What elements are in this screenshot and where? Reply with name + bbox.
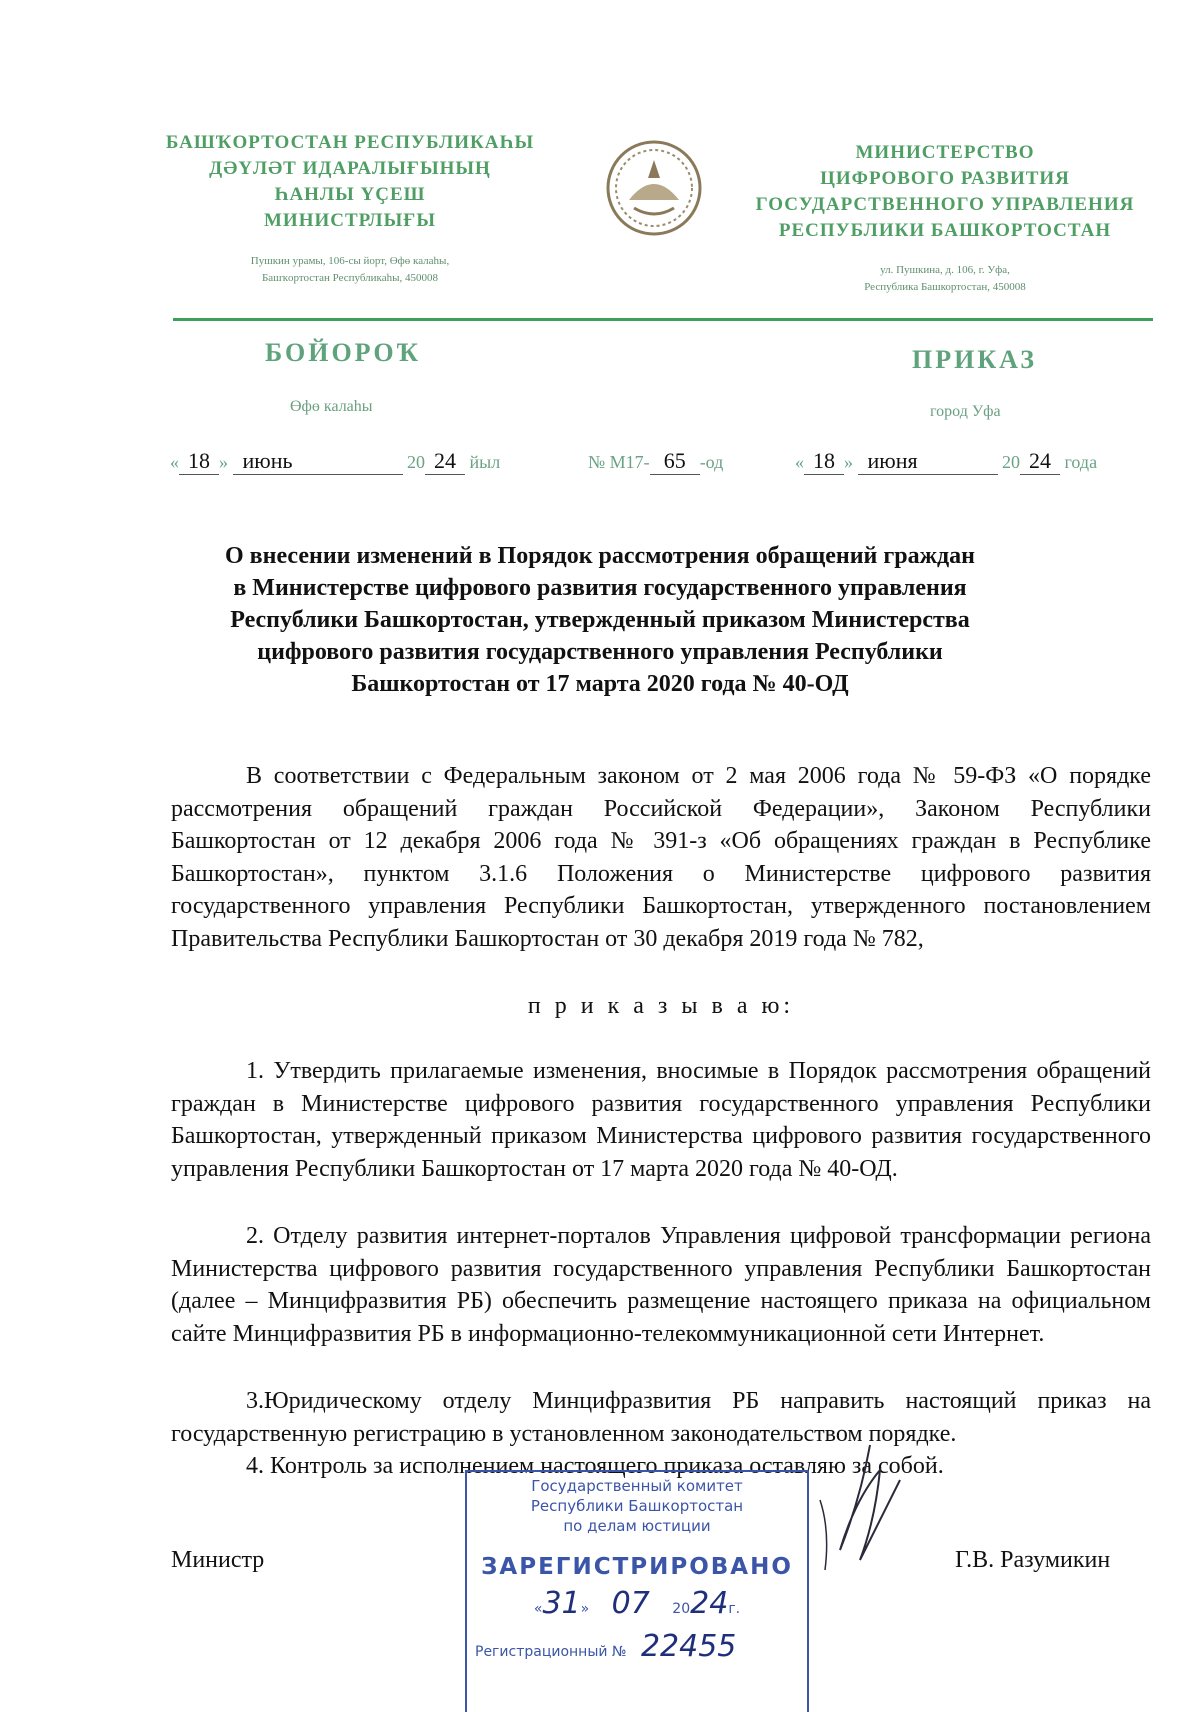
order-item-2: 2. Отделу развития интернет-порталов Управления цифровой трансформации региона Министерства цифрового развития государственного управления Республики Башкортостан (далее – Минцифразвития РБ) обеспечить размещение настоящего приказа на официальном сайте Минцифразвития РБ в информационно-телекоммуникационной сети Интернет. [171,1223,1151,1347]
date-open-quote: « [170,452,179,472]
date-month: июнь [233,448,403,475]
date-month: июня [858,448,998,475]
title-line: Республики Башкортостан, утвержденный приказом Министерства [230,607,970,633]
header-left-line: ДӘҮЛӘТ ИДАРАЛЫҒЫНЫҢ [209,158,491,179]
stamp-month: 07 [611,1586,650,1621]
date-year-prefix: 20 [1002,452,1020,472]
title-line: О внесении изменений в Порядок рассмотрения обращений граждан [225,543,975,569]
header-right-line: ГОСУДАРСТВЕННОГО УПРАВЛЕНИЯ [755,194,1135,215]
stamp-date-close: » [580,1601,590,1617]
header-right-title [740,140,1150,244]
order-item-4: 4. Контроль за исполнением настоящего приказа оставляю за собой. [246,1453,944,1479]
signature-position: Министр [171,1547,265,1573]
stamp-year: 24 [690,1586,729,1621]
doc-number-value: 65 [650,448,700,475]
date-year-prefix: 20 [407,452,425,472]
header-right-line: МИНИСТЕРСТВО [855,142,1035,163]
stamp-registered: ЗАРЕГИСТРИРОВАНО [481,1554,793,1580]
stamp-reg [467,1629,807,1664]
date-year-suffix: года [1064,452,1098,472]
stamp-reg-number: 22455 [640,1629,737,1664]
date-year-suffix: йыл [469,452,501,472]
date-year: 24 [425,448,465,475]
stamp-year-suffix: г. [728,1601,741,1617]
header-left-line: БАШҠОРТОСТАН РЕСПУБЛИКАҺЫ [165,132,535,153]
stamp-line: Республики Башкортостан [530,1497,744,1515]
title-line: в Министерстве цифрового развития государственного управления [233,575,967,601]
header-right-address [780,262,1110,296]
date-year: 24 [1020,448,1060,475]
title-line: цифрового развития государственного управления Республики [257,639,943,665]
date-day: 18 [179,448,219,475]
header-right-address-line: ул. Пушкина, д. 106, г. Уфа, [880,264,1010,276]
city-left: Өфө калаһы [290,398,373,415]
city-right: город Уфа [930,403,1001,420]
preamble: В соответствии с Федеральным законом от 2 мая 2006 года № 59-ФЗ «О порядке рассмотрения обращений граждан Российской Федерации», Законом Республики Башкортостан от 12 декабря 2006 года № 391-з «Об обращениях граждан в Республике Башкортостан», пунктом 3.1.6 Положения о Министерстве цифрового развития государственного управления Республики Башкортостан, утвержденного постановлением Правительства Республики Башкортостан от 30 декабря 2019 года № 782, [171,763,1151,952]
registration-stamp [465,1470,809,1712]
header-right-line: РЕСПУБЛИКИ БАШКОРТОСТАН [778,220,1112,241]
doc-type-left: БОЙОРОҠ [265,338,422,367]
order-item-3: 3.Юридическому отделу Минцифразвития РБ направить настоящий приказ на государственную регистрацию в установленном законодательством порядке. [171,1388,1151,1447]
header-divider [173,318,1153,321]
stamp-line: Государственный комитет [531,1477,743,1495]
stamp-day: 31 [542,1586,581,1621]
date-left [170,448,500,475]
header-left-address [150,253,550,287]
header-right-address-line: Республика Башкортостан, 450008 [864,281,1026,293]
doc-number-prefix: № М17- [588,452,650,472]
title-line: Башкортостан от 17 марта 2020 года № 40-ОД [351,671,849,697]
header-left-line: МИНИСТРЛЫҒЫ [264,210,436,231]
stamp-reg-label: Регистрационный № [475,1644,627,1660]
doc-type-right: ПРИКАЗ [912,345,1038,374]
header-left-title [150,130,550,234]
header-right-line: ЦИФРОВОГО РАЗВИТИЯ [820,168,1070,189]
header-left-address-line: Пушкин урамы, 106-сы йорт, Өфө калаһы, [250,255,450,267]
date-right [795,448,1097,475]
date-close-quote: » [844,452,853,472]
doc-number-suffix: -од [699,452,724,472]
signature-name: Г.В. Разумикин [955,1547,1111,1573]
date-close-quote: » [219,452,228,472]
bashkortostan-emblem-icon [604,138,704,238]
stamp-date [467,1586,807,1621]
document-title [150,540,1050,700]
header-left-address-line: Башҡортостан Республикаһы, 450008 [261,272,438,284]
header-left-line: ҺАНЛЫ ҮҪЕШ [274,184,426,205]
signature-scribble [800,1440,930,1580]
doc-number [588,448,723,475]
stamp-date-open: « [533,1601,543,1617]
order-word: п р и к а з ы в а ю: [527,993,795,1019]
stamp-year-prefix: 20 [672,1601,691,1617]
date-open-quote: « [795,452,804,472]
stamp-line: по делам юстиции [563,1517,711,1535]
order-item-1: 1. Утвердить прилагаемые изменения, вносимые в Порядок рассмотрения обращений граждан в Министерстве цифрового развития государственного управления Республики Башкортостан, утвержденный приказом Министерства цифрового развития государственного управления Республики Башкортостан от 17 марта 2020 года № 40-ОД. [171,1058,1151,1182]
date-day: 18 [804,448,844,475]
